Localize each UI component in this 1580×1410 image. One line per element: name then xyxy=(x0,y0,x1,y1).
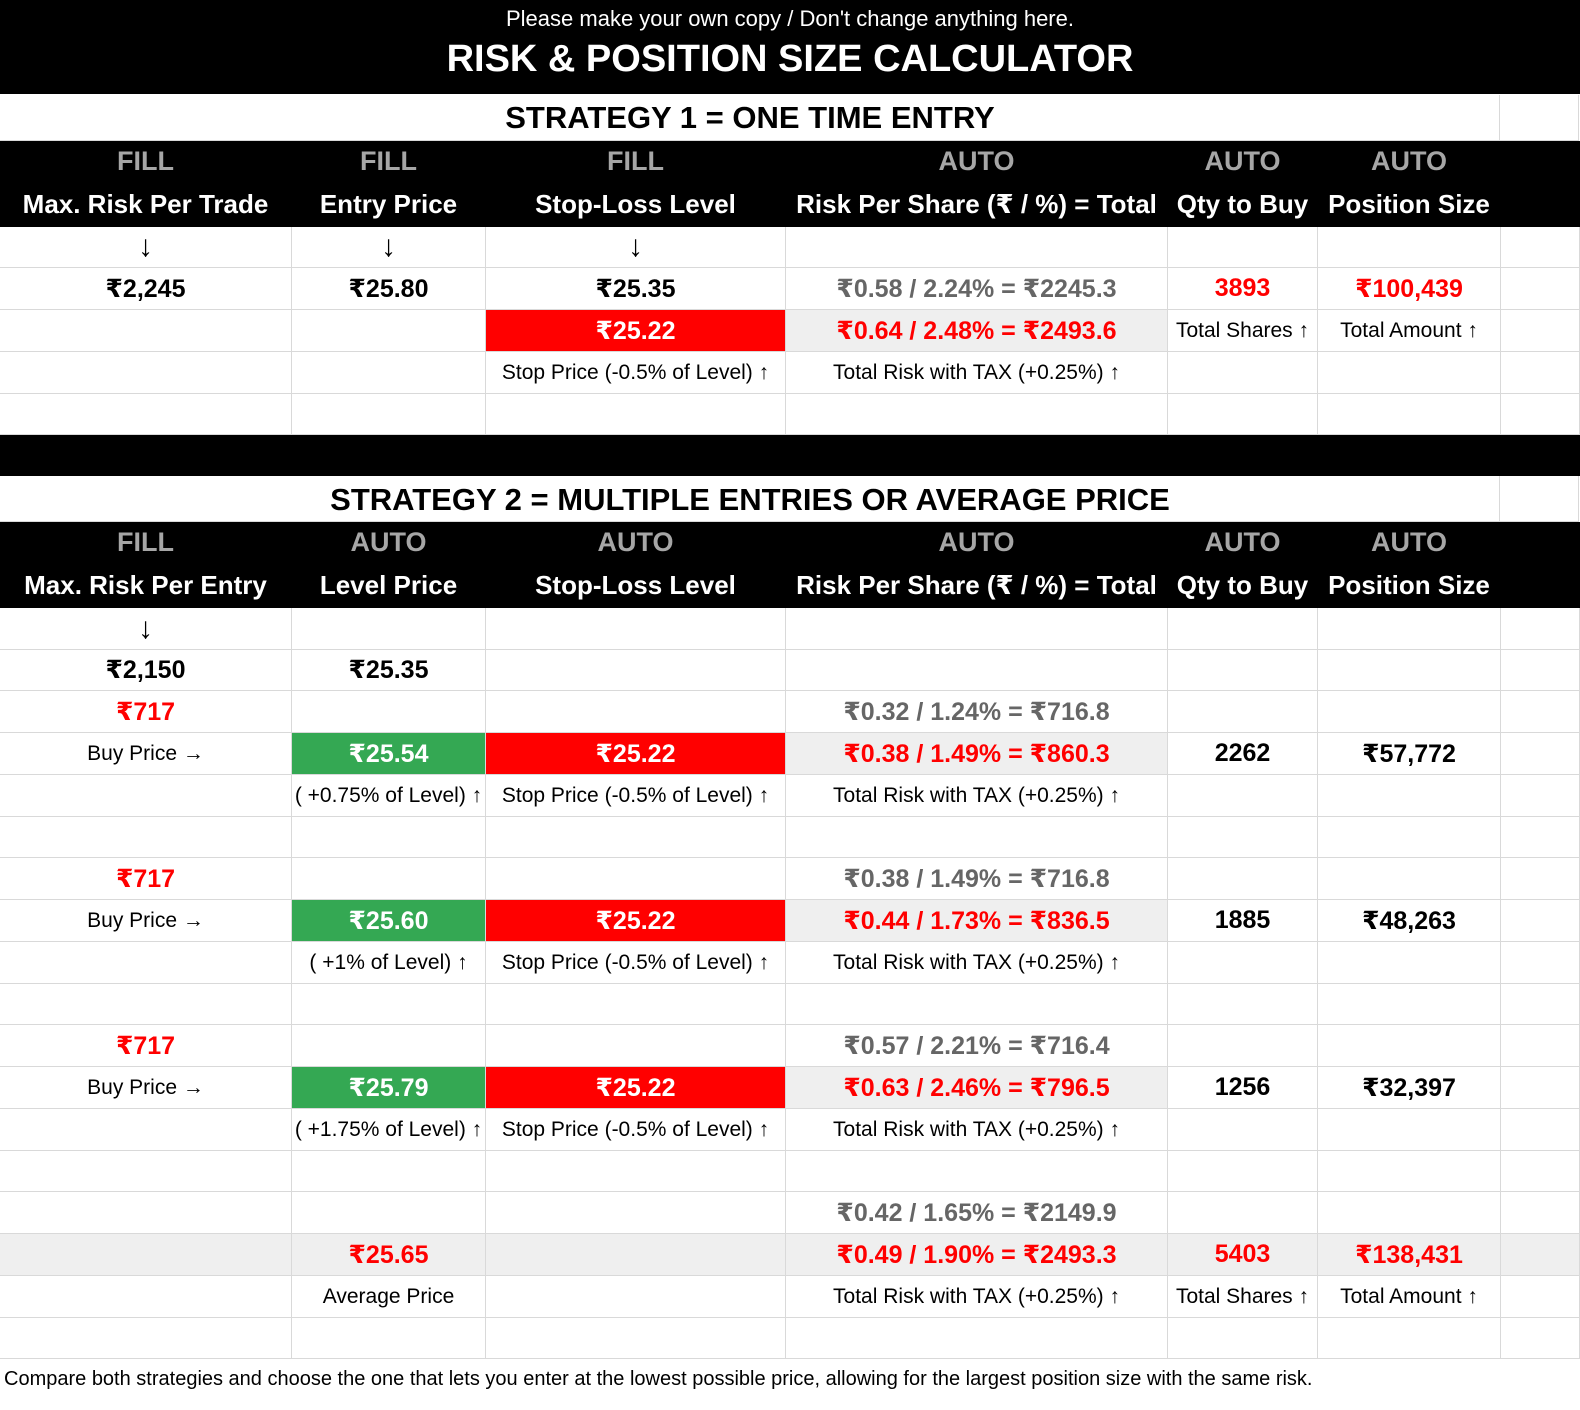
qty-to-buy: 1256 xyxy=(1168,1067,1318,1109)
position-size: ₹57,772 xyxy=(1318,733,1501,775)
header-tag: AUTO xyxy=(1168,141,1318,183)
column-header: Risk Per Share (₹ / %) = Total xyxy=(786,183,1168,227)
column-header: Max. Risk Per Trade xyxy=(0,183,292,227)
stop-price: ₹25.22 xyxy=(486,733,786,775)
risk-with-tax: ₹0.64 / 2.48% = ₹2493.6 xyxy=(786,310,1168,352)
average-price: ₹25.65 xyxy=(292,1234,486,1276)
header-tag: FILL xyxy=(0,141,292,183)
buy-price: ₹25.54 xyxy=(292,733,486,775)
total-risk-per-share: ₹0.42 / 1.65% = ₹2149.9 xyxy=(786,1192,1168,1234)
total-position-size: ₹138,431 xyxy=(1318,1234,1501,1276)
total-qty: 5403 xyxy=(1168,1234,1318,1276)
entry-price-input[interactable]: ₹25.80 xyxy=(292,268,486,310)
header-tag: AUTO xyxy=(486,522,786,564)
buy-price-label: Buy Price → xyxy=(0,900,292,942)
position-size: ₹32,397 xyxy=(1318,1067,1501,1109)
average-price-label: Average Price xyxy=(292,1276,486,1318)
stop-price-note: Stop Price (-0.5% of Level) ↑ xyxy=(486,352,786,394)
column-header: Qty to Buy xyxy=(1168,183,1318,227)
tax-note: Total Risk with TAX (+0.25%) ↑ xyxy=(786,775,1168,817)
risk-with-tax: ₹0.38 / 1.49% = ₹860.3 xyxy=(786,733,1168,775)
buy-price-note: ( +1% of Level) ↑ xyxy=(292,942,486,984)
qty-to-buy: 1885 xyxy=(1168,900,1318,942)
stop-price-note: Stop Price (-0.5% of Level) ↑ xyxy=(486,942,786,984)
column-header: Position Size xyxy=(1318,183,1501,227)
footer-note: Compare both strategies and choose the one that lets you enter at the lowest possible price, allowing for the largest position size with the same risk. xyxy=(4,1368,1313,1390)
stop-price-note: Stop Price (-0.5% of Level) ↑ xyxy=(486,1109,786,1151)
total-amount-label: Total Amount ↑ xyxy=(1318,1276,1501,1318)
tax-note: Total Risk with TAX (+0.25%) ↑ xyxy=(786,352,1168,394)
risk-per-share: ₹0.57 / 2.21% = ₹716.4 xyxy=(786,1025,1168,1067)
header-tag: AUTO xyxy=(1168,522,1318,564)
level-price: ₹25.35 xyxy=(292,650,486,691)
column-header: Stop-Loss Level xyxy=(486,564,786,608)
entry-risk: ₹717 xyxy=(0,858,292,900)
buy-price-label: Buy Price → xyxy=(0,1067,292,1109)
tax-note: Total Risk with TAX (+0.25%) ↑ xyxy=(786,1109,1168,1151)
qty-to-buy: 3893 xyxy=(1168,268,1318,310)
risk-with-tax: ₹0.63 / 2.46% = ₹796.5 xyxy=(786,1067,1168,1109)
entry-risk: ₹717 xyxy=(0,1025,292,1067)
strategy2-header-tags xyxy=(0,522,1580,564)
top-banner xyxy=(0,0,1580,94)
header-tag: AUTO xyxy=(786,141,1168,183)
down-arrow-icon: ↓ xyxy=(0,227,292,268)
strategy2-title: STRATEGY 2 = MULTIPLE ENTRIES OR AVERAGE PRICE xyxy=(330,482,1170,517)
column-header: Entry Price xyxy=(292,183,486,227)
header-tag: FILL xyxy=(292,141,486,183)
stop-price: ₹25.22 xyxy=(486,1067,786,1109)
strategy1-title: STRATEGY 1 = ONE TIME ENTRY xyxy=(505,100,995,135)
buy-price-note: ( +0.75% of Level) ↑ xyxy=(292,775,486,817)
total-amount-label: Total Amount ↑ xyxy=(1318,310,1501,352)
stop-price: ₹25.22 xyxy=(486,310,786,352)
position-size: ₹100,439 xyxy=(1318,268,1501,310)
total-shares-label: Total Shares ↑ xyxy=(1168,310,1318,352)
column-header: Qty to Buy xyxy=(1168,564,1318,608)
buy-price-note: ( +1.75% of Level) ↑ xyxy=(292,1109,486,1151)
stop-price: ₹25.22 xyxy=(486,900,786,942)
risk-per-share: ₹0.32 / 1.24% = ₹716.8 xyxy=(786,691,1168,733)
header-tag: AUTO xyxy=(786,522,1168,564)
column-header: Risk Per Share (₹ / %) = Total xyxy=(786,564,1168,608)
strategy1-header-tags xyxy=(0,141,1580,183)
tax-note: Total Risk with TAX (+0.25%) ↑ xyxy=(786,1276,1168,1318)
qty-to-buy: 2262 xyxy=(1168,733,1318,775)
max-risk-input[interactable]: ₹2,245 xyxy=(0,268,292,310)
tax-note: Total Risk with TAX (+0.25%) ↑ xyxy=(786,942,1168,984)
header-tag: FILL xyxy=(0,522,292,564)
strategy2-header-labels xyxy=(0,564,1580,608)
page-title: RISK & POSITION SIZE CALCULATOR xyxy=(446,38,1134,80)
position-size: ₹48,263 xyxy=(1318,900,1501,942)
buy-price: ₹25.60 xyxy=(292,900,486,942)
down-arrow-icon: ↓ xyxy=(486,227,786,268)
column-header: Position Size xyxy=(1318,564,1501,608)
buy-price-label: Buy Price → xyxy=(0,733,292,775)
down-arrow-icon: ↓ xyxy=(0,608,292,650)
column-header: Level Price xyxy=(292,564,486,608)
stoploss-level-input[interactable]: ₹25.35 xyxy=(486,268,786,310)
header-tag: AUTO xyxy=(292,522,486,564)
risk-per-share: ₹0.58 / 2.24% = ₹2245.3 xyxy=(786,268,1168,310)
down-arrow-icon: ↓ xyxy=(292,227,486,268)
header-tag: AUTO xyxy=(1318,141,1501,183)
risk-per-share: ₹0.38 / 1.49% = ₹716.8 xyxy=(786,858,1168,900)
max-risk-input[interactable]: ₹2,150 xyxy=(0,650,292,691)
strategy1-header-labels xyxy=(0,183,1580,227)
header-tag: FILL xyxy=(486,141,786,183)
section-divider xyxy=(0,435,1580,476)
column-header: Max. Risk Per Entry xyxy=(0,564,292,608)
total-shares-label: Total Shares ↑ xyxy=(1168,1276,1318,1318)
entry-risk: ₹717 xyxy=(0,691,292,733)
column-header: Stop-Loss Level xyxy=(486,183,786,227)
stop-price-note: Stop Price (-0.5% of Level) ↑ xyxy=(486,775,786,817)
total-risk-with-tax: ₹0.49 / 1.90% = ₹2493.3 xyxy=(786,1234,1168,1276)
buy-price: ₹25.79 xyxy=(292,1067,486,1109)
risk-with-tax: ₹0.44 / 1.73% = ₹836.5 xyxy=(786,900,1168,942)
copy-notice: Please make your own copy / Don't change anything here. xyxy=(506,6,1074,31)
header-tag: AUTO xyxy=(1318,522,1501,564)
